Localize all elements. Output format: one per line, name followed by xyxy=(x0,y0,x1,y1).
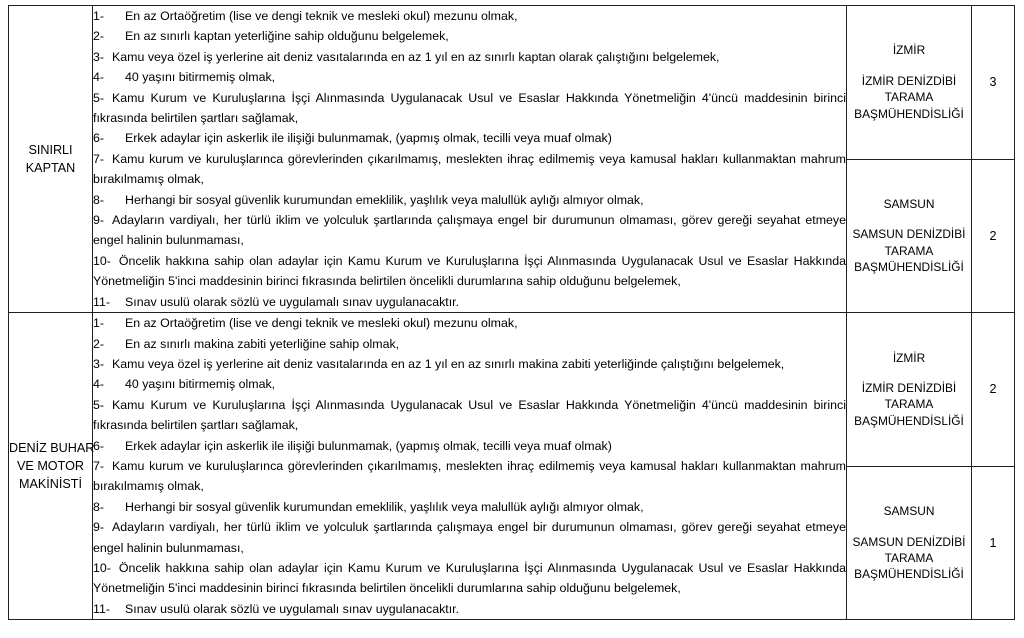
requirement-item xyxy=(93,210,846,251)
requirement-text: Öncelik hakkına sahip olan adaylar için Kamu Kurum ve Kuruluşlarına İşçi Alınmasında Uygulanacak Usul ve Esaslar Hakkında Yönetmeliğin 5'inci maddesinin birinci fıkrasında belirtilen öncelikli durumlarına sahip olduğunu belgelemek, xyxy=(93,253,846,289)
requirement-number: 9- xyxy=(93,213,105,228)
location-unit-line: BAŞMÜHENDİSLİĞİ xyxy=(854,106,964,121)
location-city: İZMİR xyxy=(892,350,926,365)
requirement-text: 40 yaşını bitirmemiş olmak, xyxy=(125,70,276,85)
requirement-number: 11- xyxy=(93,294,110,309)
requirement-number: 2- xyxy=(93,336,105,351)
requirement-text: Adayların vardiyalı, her türlü iklim ve yolculuk şartlarında çalışmaya engel bir durumunun olmaması, görev gereği seyahat etmeye engel halinin bulunmaması, xyxy=(93,213,846,248)
position-count-cell: 3 xyxy=(972,6,1015,160)
requirement-item xyxy=(93,517,846,558)
requirement-text: En az Ortaöğretim (lise ve dengi teknik ve mesleki okul) mezunu olmak, xyxy=(125,316,518,331)
requirement-number: 4- xyxy=(93,377,105,392)
requirement-text: Kamu Kurum ve Kuruluşlarına İşçi Alınmasında Uygulanacak Usul ve Esaslar Hakkında Yönetmeliğin 4'üncü maddesinin birinci fıkrasında belirtilen şartları sağlamak, xyxy=(93,397,846,433)
location-unit-line: SAMSUN DENİZDİBİ xyxy=(852,534,966,549)
location-cell xyxy=(847,466,972,620)
requirement-number: 8- xyxy=(93,499,105,514)
requirement-item xyxy=(93,292,846,312)
position-title-cell xyxy=(9,6,93,313)
requirement-text: En az sınırlı makina zabiti yeterliğine sahip olmak, xyxy=(125,336,400,351)
requirement-number: 10- xyxy=(93,560,111,575)
requirements-cell xyxy=(93,313,847,620)
requirements-list xyxy=(93,6,846,312)
location-unit-line: SAMSUN DENİZDİBİ xyxy=(852,227,966,242)
location-unit-line: BAŞMÜHENDİSLİĞİ xyxy=(854,413,964,428)
requirements-cell xyxy=(93,6,847,313)
requirement-item xyxy=(93,251,846,292)
table-row xyxy=(9,6,1015,160)
requirement-item xyxy=(93,190,846,210)
position-title-line: MAKİNİSTİ xyxy=(19,477,82,492)
requirement-item xyxy=(93,26,846,46)
requirement-item xyxy=(93,395,846,436)
requirement-item xyxy=(93,334,846,354)
requirement-text: 40 yaşını bitirmemiş olmak, xyxy=(125,377,276,392)
requirement-item xyxy=(93,497,846,517)
requirement-number: 7- xyxy=(93,151,105,166)
position-count-cell: 1 xyxy=(972,466,1015,620)
position-title-line: VE MOTOR xyxy=(17,459,84,474)
requirement-text: Kamu veya özel iş yerlerine ait deniz vasıtalarında en az 1 yıl en az sınırlı kaptan olarak çalıştığını belgelemek, xyxy=(112,49,720,64)
requirement-number: 3- xyxy=(93,356,105,371)
requirement-text: Öncelik hakkına sahip olan adaylar için Kamu Kurum ve Kuruluşlarına İşçi Alınmasında Uygulanacak Usul ve Esaslar Hakkında Yönetmeliğin 5'inci maddesinin birinci fıkrasında belirtilen öncelikli durumlarına sahip olduğunu belgelemek, xyxy=(93,560,846,596)
table-body xyxy=(9,6,1015,620)
requirement-number: 5- xyxy=(93,397,105,412)
requirements-table xyxy=(8,5,1015,620)
location-unit-line: İZMİR DENİZDİBİ xyxy=(861,380,957,395)
requirement-item xyxy=(93,354,846,374)
requirement-item xyxy=(93,558,846,599)
position-title-line: SINIRLI xyxy=(28,143,73,158)
requirement-text: Sınav usulü olarak sözlü ve uygulamalı sınav uygulanacaktır. xyxy=(125,601,460,616)
requirement-text: Herhangi bir sosyal güvenlik kurumundan emeklilik, yaşlılık veya malullük aylığı almıyor olmak, xyxy=(125,499,644,514)
requirement-text: Erkek adaylar için askerlik ile ilişiği bulunmamak, (yapmış olmak, tecilli veya muaf olmak) xyxy=(125,438,612,453)
location-unit-line: TARAMA xyxy=(884,90,934,105)
requirement-item xyxy=(93,149,846,190)
requirement-number: 2- xyxy=(93,29,105,44)
requirement-text: En az sınırlı kaptan yeterliğine sahip olduğunu belgelemek, xyxy=(125,29,449,44)
requirement-text: Kamu Kurum ve Kuruluşlarına İşçi Alınmasında Uygulanacak Usul ve Esaslar Hakkında Yönetmeliğin 4'üncü maddesinin birinci fıkrasında belirtilen şartları sağlamak, xyxy=(93,90,846,126)
requirement-number: 8- xyxy=(93,192,105,207)
requirement-item xyxy=(93,599,846,619)
location-unit-line: TARAMA xyxy=(884,397,934,412)
requirement-text: Adayların vardiyalı, her türlü iklim ve yolculuk şartlarında çalışmaya engel bir durumunun olmaması, görev gereği seyahat etmeye engel halinin bulunmaması, xyxy=(93,520,846,555)
location-city: İZMİR xyxy=(892,43,926,58)
requirement-item xyxy=(93,67,846,87)
requirement-text: Kamu kurum ve kuruluşlarınca görevlerinden çıkarılmamış, meslekten ihraç edilmemiş veya kamusal hakları kullanmaktan mahrum bırakılmamış olmak, xyxy=(93,458,846,494)
requirement-number: 6- xyxy=(93,131,105,146)
requirement-number: 6- xyxy=(93,438,105,453)
location-unit-line: BAŞMÜHENDİSLİĞİ xyxy=(854,567,964,582)
requirement-item xyxy=(93,88,846,129)
location-city: SAMSUN xyxy=(883,197,935,211)
requirement-number: 3- xyxy=(93,49,105,64)
requirement-text: En az Ortaöğretim (lise ve dengi teknik ve mesleki okul) mezunu olmak, xyxy=(125,9,518,23)
requirement-number: 7- xyxy=(93,458,105,473)
position-title-line: KAPTAN xyxy=(25,161,76,176)
requirement-item xyxy=(93,456,846,497)
requirement-text: Kamu kurum ve kuruluşlarınca görevlerinden çıkarılmamış, meslekten ihraç edilmemiş veya kamusal hakları kullanmaktan mahrum bırakılmamış olmak, xyxy=(93,151,846,187)
location-unit-line: TARAMA xyxy=(884,550,934,565)
location-unit-line: İZMİR DENİZDİBİ xyxy=(861,73,957,88)
requirement-item xyxy=(93,128,846,148)
requirement-item xyxy=(93,6,846,26)
requirement-number: 10- xyxy=(93,253,111,268)
requirement-number: 9- xyxy=(93,520,105,535)
requirement-text: Kamu veya özel iş yerlerine ait deniz vasıtalarında en az 1 yıl en az sınırlı makina zabiti yeterliğinde çalıştığını belgelemek, xyxy=(112,356,785,371)
requirement-item xyxy=(93,313,846,333)
table-row xyxy=(9,313,1015,467)
location-cell xyxy=(847,313,972,467)
requirement-item xyxy=(93,374,846,394)
location-cell xyxy=(847,159,972,313)
requirement-text: Sınav usulü olarak sözlü ve uygulamalı sınav uygulanacaktır. xyxy=(125,294,460,309)
position-title-line: DENİZ BUHAR xyxy=(9,441,95,456)
requirement-text: Herhangi bir sosyal güvenlik kurumundan emeklilik, yaşlılık veya malullük aylığı almıyor olmak, xyxy=(125,192,644,207)
location-unit-line: BAŞMÜHENDİSLİĞİ xyxy=(854,260,964,275)
requirement-number: 11- xyxy=(93,601,110,616)
position-count-cell: 2 xyxy=(972,159,1015,313)
requirement-number: 1- xyxy=(93,9,105,23)
position-title-cell xyxy=(9,313,93,620)
requirement-item xyxy=(93,47,846,67)
requirement-item xyxy=(93,436,846,456)
requirements-list xyxy=(93,313,846,619)
requirement-text: Erkek adaylar için askerlik ile ilişiği bulunmamak, (yapmış olmak, tecilli veya muaf olmak) xyxy=(125,131,612,146)
requirement-number: 5- xyxy=(93,90,105,105)
location-unit-line: TARAMA xyxy=(884,243,934,258)
position-count-cell: 2 xyxy=(972,313,1015,467)
requirement-number: 1- xyxy=(93,316,105,331)
location-cell xyxy=(847,6,972,160)
requirement-number: 4- xyxy=(93,70,105,85)
location-city: SAMSUN xyxy=(883,504,935,519)
